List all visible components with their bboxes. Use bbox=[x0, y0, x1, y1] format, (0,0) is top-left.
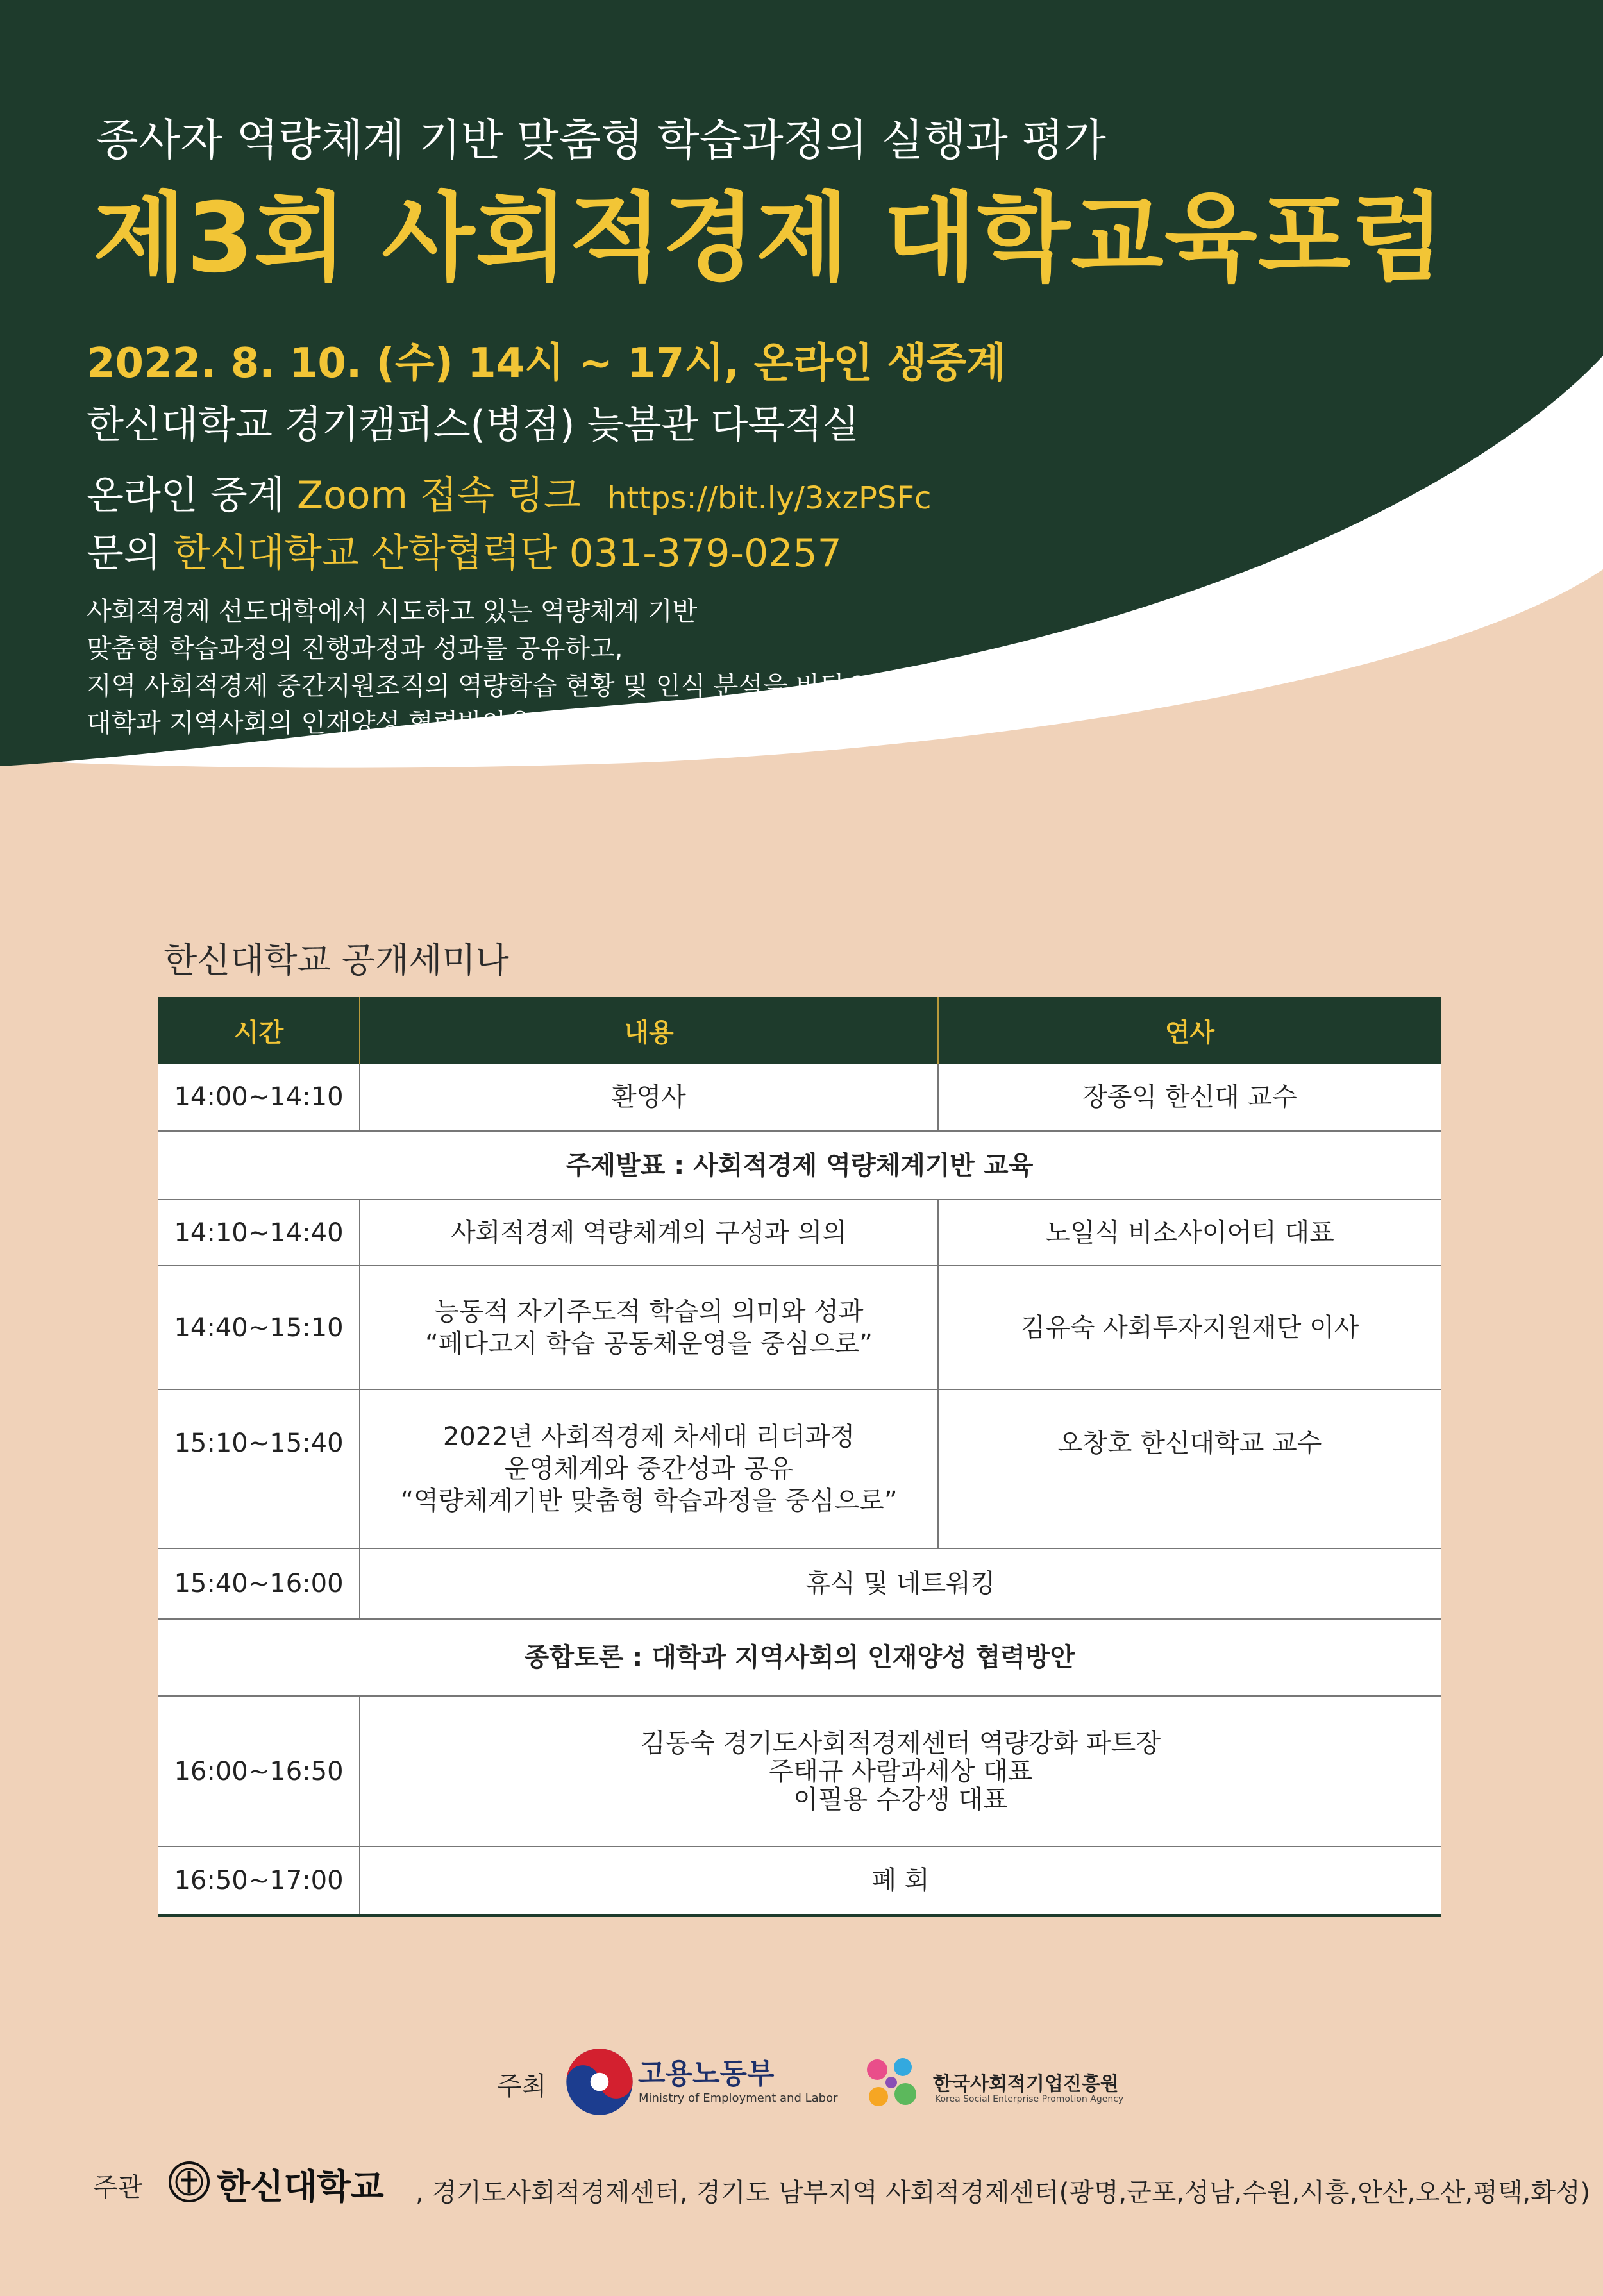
schedule-table bbox=[158, 997, 1441, 1917]
content-cell bbox=[360, 1389, 938, 1548]
event-description bbox=[87, 593, 895, 742]
time-cell: 14:10~14:40 bbox=[158, 1200, 360, 1266]
time-cell: 15:10~15:40 bbox=[158, 1389, 360, 1548]
content-line: “역량체계기반 맞춤형 학습과정을 중심으로” bbox=[400, 1486, 898, 1516]
content-cell: 휴식 및 네트워킹 bbox=[360, 1548, 1441, 1619]
speaker-cell: 장종익 한신대 교수 bbox=[938, 1064, 1441, 1131]
contact-line bbox=[87, 523, 842, 578]
section-title: 종합토론 : 대학과 지역사회의 인재양성 협력방안 bbox=[158, 1619, 1441, 1696]
moel-name: 고용노동부 bbox=[638, 2057, 775, 2090]
time-cell: 16:00~16:50 bbox=[158, 1696, 360, 1847]
content-cell: 환영사 bbox=[360, 1064, 938, 1131]
time-cell: 16:50~17:00 bbox=[158, 1847, 360, 1915]
hanshin-emblem-icon bbox=[168, 2161, 210, 2203]
time-cell: 15:40~16:00 bbox=[158, 1548, 360, 1619]
kosea-name-english: Korea Social Enterprise Promotion Agency bbox=[935, 2094, 1124, 2104]
moel-name-english: Ministry of Employment and Labor bbox=[639, 2091, 838, 2105]
content-line: “페다고지 학습 공동체운영을 중심으로” bbox=[425, 1328, 873, 1359]
table-row bbox=[158, 1696, 1441, 1847]
content-line: 2022년 사회적경제 차세대 리더과정 bbox=[442, 1422, 855, 1452]
seminar-caption: 한신대학교 공개세미나 bbox=[164, 940, 509, 980]
time-cell: 14:40~15:10 bbox=[158, 1266, 360, 1389]
organizers-list: , 경기도사회적경제센터, 경기도 남부지역 사회적경제센터(광명,군포,성남,수원,시흥,안산,오산,평택,화성) bbox=[415, 2178, 1591, 2208]
section-row bbox=[158, 1619, 1441, 1696]
description-line: 지역 사회적경제 중간지원조직의 역량학습 현황 및 인식 분석을 바탕으로 bbox=[87, 671, 895, 701]
time-cell: 14:00~14:10 bbox=[158, 1064, 360, 1131]
contact-value: 한신대학교 산학협력단 031-379-0257 bbox=[173, 531, 842, 576]
content-cell: 폐 회 bbox=[360, 1847, 1441, 1915]
speaker-cell: 오창호 한신대학교 교수 bbox=[938, 1389, 1441, 1548]
content-line: 이필용 수강생 대표 bbox=[793, 1784, 1008, 1814]
zoom-label: Zoom 접속 링크 bbox=[296, 473, 581, 518]
content-cell bbox=[360, 1696, 1441, 1847]
description-line: 대학과 지역사회의 인재양성 협력방안을 토론합니다. bbox=[87, 708, 673, 738]
table-row bbox=[158, 1200, 1441, 1266]
host-label: 주최 bbox=[497, 2072, 547, 2101]
header-speaker: 연사 bbox=[938, 997, 1441, 1064]
section-title: 주제발표 : 사회적경제 역량체계기반 교육 bbox=[158, 1131, 1441, 1200]
content-line: 김동숙 경기도사회적경제센터 역량강화 파트장 bbox=[641, 1728, 1161, 1758]
table-row bbox=[158, 1064, 1441, 1131]
zoom-link[interactable]: https://bit.ly/3xzPSFc bbox=[607, 480, 932, 516]
table-row bbox=[158, 1847, 1441, 1915]
forum-subtitle: 종사자 역량체계 기반 맞춤형 학습과정의 실행과 평가 bbox=[96, 115, 1106, 166]
moel-emblem-icon bbox=[564, 2047, 635, 2117]
table-header-row bbox=[158, 997, 1441, 1064]
content-cell: 사회적경제 역량체계의 구성과 의의 bbox=[360, 1200, 938, 1266]
table-row bbox=[158, 1266, 1441, 1389]
event-venue: 한신대학교 경기캠퍼스(병점) 늦봄관 다목적실 bbox=[87, 403, 860, 448]
content-line: 능동적 자기주도적 학습의 의미와 성과 bbox=[434, 1296, 864, 1327]
header-content: 내용 bbox=[360, 997, 938, 1064]
forum-title: 제3회 사회적경제 대학교육포럼 bbox=[93, 183, 1445, 294]
header-time: 시간 bbox=[158, 997, 360, 1064]
speaker-cell: 노일식 비소사이어티 대표 bbox=[938, 1200, 1441, 1266]
organizer-label: 주관 bbox=[93, 2173, 143, 2202]
online-broadcast-line bbox=[87, 465, 931, 520]
speaker-cell: 김유숙 사회투자지원재단 이사 bbox=[938, 1266, 1441, 1389]
content-line: 주태규 사람과세상 대표 bbox=[768, 1756, 1033, 1786]
content-line: 운영체계와 중간성과 공유 bbox=[504, 1454, 794, 1484]
description-line: 맞춤형 학습과정의 진행과정과 성과를 공유하고, bbox=[87, 634, 623, 664]
content-cell bbox=[360, 1266, 938, 1389]
kosea-name: 한국사회적기업진흥원 bbox=[933, 2073, 1119, 2095]
online-label: 온라인 중계 bbox=[87, 473, 285, 518]
hanshin-name: 한신대학교 bbox=[217, 2166, 384, 2207]
kosea-logo-icon bbox=[859, 2050, 923, 2115]
description-line: 사회적경제 선도대학에서 시도하고 있는 역량체계 기반 bbox=[87, 597, 698, 626]
table-row bbox=[158, 1389, 1441, 1548]
contact-label: 문의 bbox=[87, 531, 161, 576]
table-row bbox=[158, 1548, 1441, 1619]
event-date: 2022. 8. 10. (수) 14시 ~ 17시, 온라인 생중계 bbox=[87, 340, 1006, 387]
section-row bbox=[158, 1131, 1441, 1200]
